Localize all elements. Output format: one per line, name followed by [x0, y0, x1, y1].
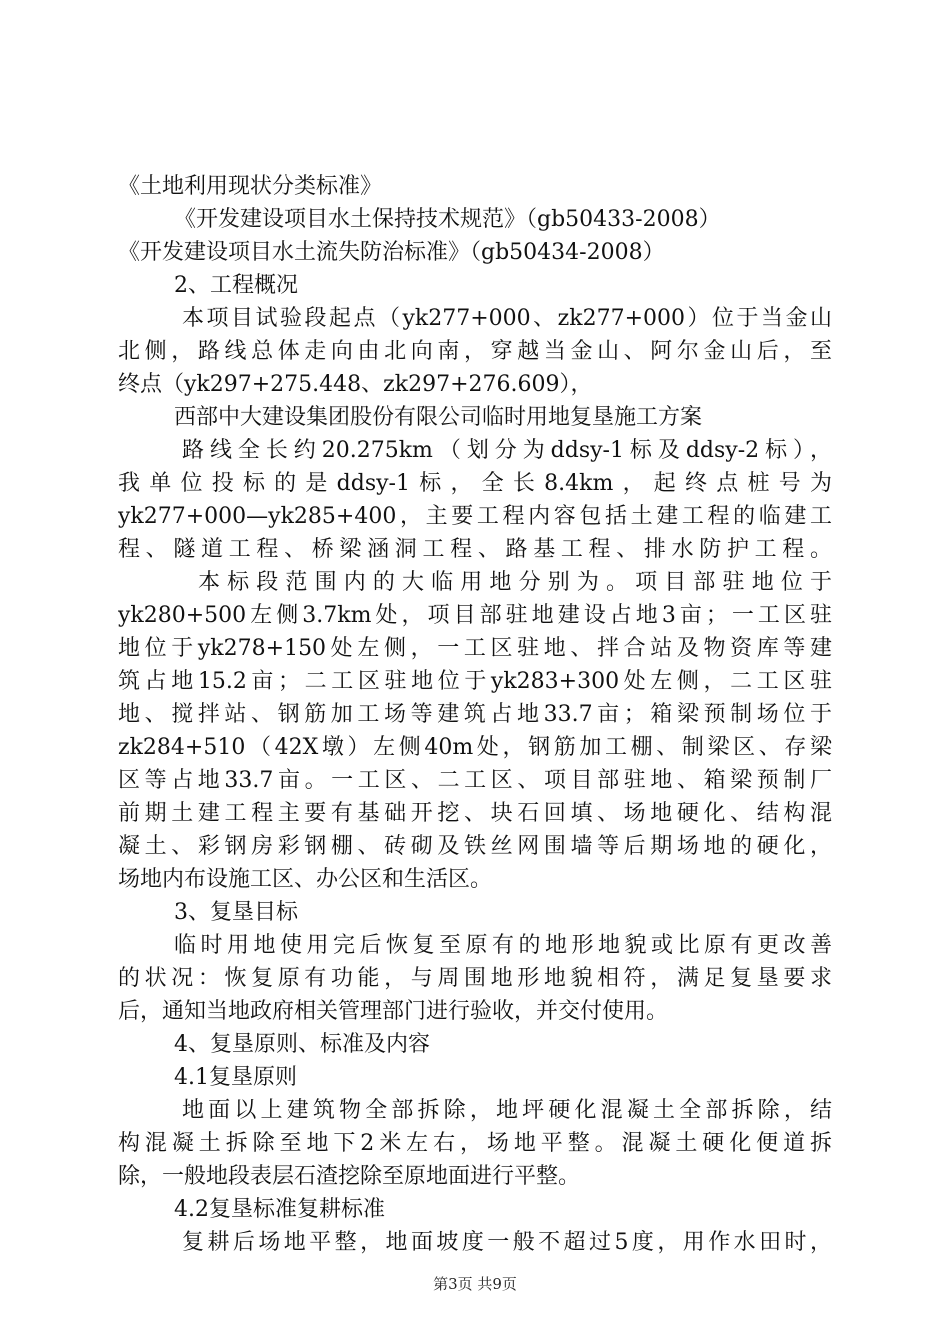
text-line: 地、搅拌站、钢筋加工场等建筑占地33.7亩；箱梁预制场位于: [118, 702, 832, 727]
text-line: 除，一般地段表层石渣挖除至原地面进行平整。: [118, 1164, 581, 1189]
text-line: 《土地利用现状分类标准》: [118, 174, 383, 199]
text-line: 筑占地15.2亩；二工区驻地位于yk283+300处左侧，二工区驻: [118, 669, 832, 694]
text-line: 后，通知当地政府相关管理部门进行验收，并交付使用。: [118, 999, 669, 1024]
text-line: 终点（yk297+275.448、zk297+276.609），: [118, 372, 593, 397]
text-line: zk284+510（42X墩）左侧40m处，钢筋加工棚、制梁区、存梁: [118, 735, 832, 760]
text-line: 凝土、彩钢房彩钢棚、砖砌及铁丝网围墙等后期场地的硬化，: [118, 834, 832, 859]
text-line: 前期土建工程主要有基础开挖、块石回填、场地硬化、结构混: [118, 801, 832, 826]
text-line: 场地内布设施工区、办公区和生活区。: [118, 867, 493, 892]
text-line: 复耕后场地平整，地面坡度一般不超过5度，用作水田时，: [182, 1230, 832, 1255]
text-line: 地面以上建筑物全部拆除，地坪硬化混凝土全部拆除，结: [182, 1098, 832, 1123]
text-line: 区等占地33.7亩。一工区、二工区、项目部驻地、箱梁预制厂: [118, 768, 832, 793]
text-line: 西部中大建设集团股份有限公司临时用地复垦施工方案: [174, 405, 703, 430]
section-heading: 4、复垦原则、标准及内容: [174, 1032, 430, 1057]
text-line: 北侧，路线总体走向由北向南，穿越当金山、阿尔金山后，至: [118, 339, 832, 364]
text-line: yk277+000—yk285+400，主要工程内容包括土建工程的临建工: [118, 504, 832, 529]
page-number: 第3页 共9页: [433, 1275, 517, 1293]
text-line: 本项目试验段起点（yk277+000、zk277+000）位于当金山: [182, 306, 832, 331]
section-heading: 3、复垦目标: [174, 900, 298, 925]
subsection-heading: 4.2复垦标准复耕标准: [174, 1197, 385, 1222]
text-line: 本标段范围内的大临用地分别为。项目部驻地位于: [198, 570, 832, 595]
text-line: 《开发建设项目水土保持技术规范》（gb50433-2008）: [174, 207, 721, 232]
section-heading: 2、工程概况: [174, 273, 298, 298]
text-line: 程、隧道工程、桥梁涵洞工程、路基工程、排水防护工程。: [118, 537, 832, 562]
text-line: 《开发建设项目水土流失防治标准》（gb50434-2008）: [118, 240, 665, 265]
text-line: yk280+500左侧3.7km处，项目部驻地建设占地3亩；一工区驻: [118, 603, 832, 628]
text-line: 的状况：恢复原有功能，与周围地形地貌相符，满足复垦要求: [118, 966, 832, 991]
text-line: 路线全长约20.275km（划分为ddsy-1标及ddsy-2标），: [182, 438, 832, 463]
text-line: 地位于yk278+150处左侧，一工区驻地、拌合站及物资库等建: [118, 636, 832, 661]
text-line: 构混凝土拆除至地下2米左右，场地平整。混凝土硬化便道拆: [118, 1131, 832, 1156]
text-line: 我单位投标的是ddsy-1标，全长8.4km，起终点桩号为: [118, 471, 832, 496]
subsection-heading: 4.1复垦原则: [174, 1065, 297, 1090]
text-line: 临时用地使用完后恢复至原有的地形地貌或比原有更改善: [174, 933, 832, 958]
